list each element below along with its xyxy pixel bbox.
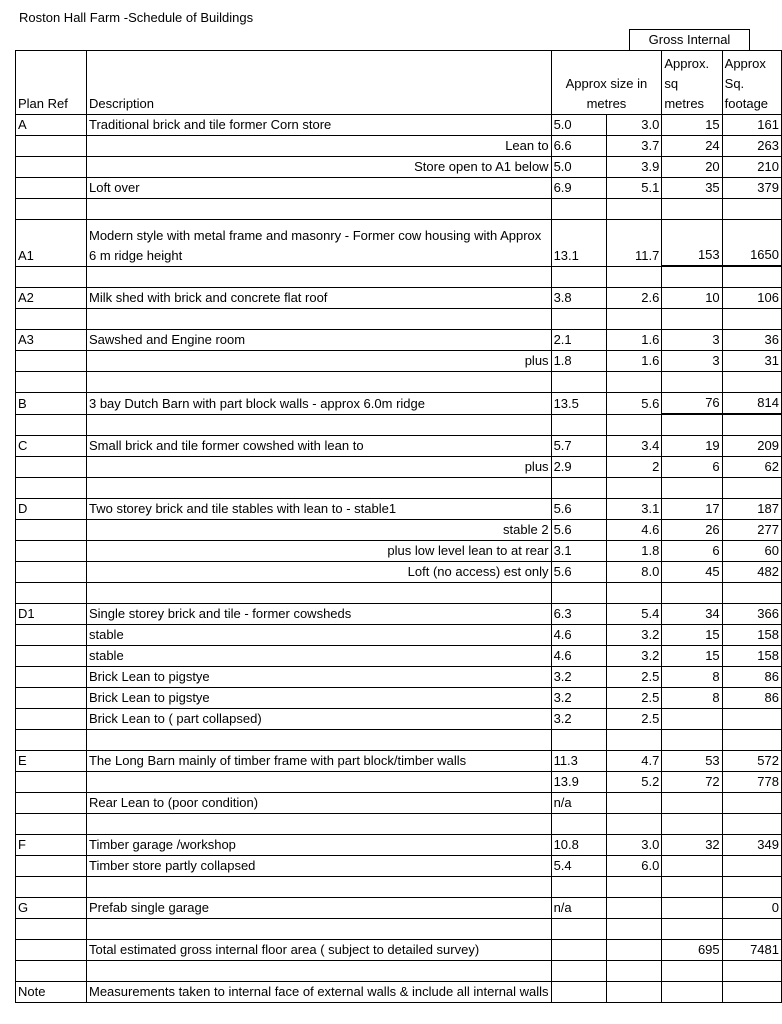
sq-metres-cell: 17 [662, 499, 722, 520]
empty-cell [86, 730, 551, 751]
sq-footage-cell: 482 [722, 562, 781, 583]
length-cell: 6.6 [551, 136, 606, 157]
table-row [16, 115, 782, 136]
empty-cell [722, 478, 781, 499]
empty-cell [86, 877, 551, 898]
table-row [16, 982, 782, 1003]
empty-cell [662, 309, 722, 330]
sq-metres-cell: 3 [662, 330, 722, 351]
width-cell: 5.1 [606, 178, 661, 199]
empty-cell [662, 877, 722, 898]
sq-footage-cell: 349 [722, 835, 781, 856]
table-row [16, 856, 782, 877]
width-cell: 2.6 [606, 288, 661, 309]
header-sq-footage: Approx Sq. footage [722, 51, 781, 115]
blank-row [16, 266, 782, 288]
plan-ref-cell: E [16, 751, 87, 772]
empty-cell [86, 919, 551, 940]
description-cell: Measurements taken to internal face of external walls & include all internal walls [86, 982, 551, 1003]
empty-cell [606, 478, 661, 499]
empty-cell [551, 478, 606, 499]
description-cell: Single storey brick and tile - former cowsheds [86, 604, 551, 625]
empty-cell [606, 372, 661, 393]
plan-ref-cell: F [16, 835, 87, 856]
empty-cell [662, 372, 722, 393]
table-row [16, 646, 782, 667]
empty-cell [16, 877, 87, 898]
sq-footage-cell: 7481 [722, 940, 781, 961]
blank-row [16, 877, 782, 898]
table-row [16, 751, 782, 772]
empty-cell [606, 730, 661, 751]
description-cell: Timber store partly collapsed [86, 856, 551, 877]
length-cell: 5.0 [551, 115, 606, 136]
empty-cell [16, 478, 87, 499]
sq-footage-cell: 263 [722, 136, 781, 157]
plan-ref-cell: A [16, 115, 87, 136]
sq-metres-cell: 19 [662, 436, 722, 457]
length-cell: 3.2 [551, 667, 606, 688]
width-cell [606, 940, 661, 961]
sq-footage-cell: 36 [722, 330, 781, 351]
sq-metres-cell: 53 [662, 751, 722, 772]
width-cell: 11.7 [606, 220, 661, 267]
sq-footage-cell: 366 [722, 604, 781, 625]
table-row [16, 562, 782, 583]
empty-cell [86, 414, 551, 436]
sq-footage-cell: 158 [722, 625, 781, 646]
description-cell: stable [86, 625, 551, 646]
empty-cell [551, 919, 606, 940]
plan-ref-cell: C [16, 436, 87, 457]
description-cell: Store open to A1 below [86, 157, 551, 178]
description-cell: Brick Lean to ( part collapsed) [86, 709, 551, 730]
empty-cell [86, 372, 551, 393]
sq-footage-cell [722, 856, 781, 877]
empty-cell [86, 961, 551, 982]
width-cell: 3.0 [606, 835, 661, 856]
sq-footage-cell: 0 [722, 898, 781, 919]
page-title: Roston Hall Farm -Schedule of Buildings [19, 10, 254, 25]
width-cell: 2.5 [606, 709, 661, 730]
empty-cell [606, 414, 661, 436]
length-cell: 10.8 [551, 835, 606, 856]
length-cell: 11.3 [551, 751, 606, 772]
blank-row [16, 199, 782, 220]
blank-row [16, 478, 782, 499]
plan-ref-cell [16, 351, 87, 372]
length-cell: 5.7 [551, 436, 606, 457]
width-cell [606, 982, 661, 1003]
length-cell: 4.6 [551, 646, 606, 667]
blank-row [16, 583, 782, 604]
length-cell: 3.8 [551, 288, 606, 309]
description-cell: plus low level lean to at rear [86, 541, 551, 562]
empty-cell [662, 478, 722, 499]
sq-metres-cell: 34 [662, 604, 722, 625]
width-cell: 3.2 [606, 625, 661, 646]
width-cell: 5.6 [606, 393, 661, 415]
empty-cell [551, 583, 606, 604]
sq-metres-cell: 35 [662, 178, 722, 199]
sq-footage-cell: 62 [722, 457, 781, 478]
sq-footage-cell: 161 [722, 115, 781, 136]
table-row [16, 499, 782, 520]
table-row [16, 330, 782, 351]
width-cell: 1.8 [606, 541, 661, 562]
sq-footage-cell: 106 [722, 288, 781, 309]
empty-cell [662, 814, 722, 835]
description-cell: stable 2 [86, 520, 551, 541]
width-cell: 2.5 [606, 667, 661, 688]
sq-metres-cell: 15 [662, 646, 722, 667]
empty-cell [722, 919, 781, 940]
sq-footage-cell: 158 [722, 646, 781, 667]
table-row [16, 709, 782, 730]
empty-cell [662, 266, 722, 288]
width-cell: 4.7 [606, 751, 661, 772]
header-approx-size: Approx size in metres [551, 51, 662, 115]
width-cell: 2 [606, 457, 661, 478]
plan-ref-cell: A3 [16, 330, 87, 351]
length-cell [551, 940, 606, 961]
empty-cell [606, 583, 661, 604]
sq-metres-cell: 3 [662, 351, 722, 372]
width-cell: 2.5 [606, 688, 661, 709]
description-cell: Brick Lean to pigstye [86, 688, 551, 709]
empty-cell [551, 372, 606, 393]
sq-metres-cell: 8 [662, 688, 722, 709]
length-cell: 5.6 [551, 499, 606, 520]
sq-metres-cell: 26 [662, 520, 722, 541]
length-cell: 13.1 [551, 220, 606, 267]
empty-cell [16, 309, 87, 330]
table-row [16, 541, 782, 562]
plan-ref-cell [16, 178, 87, 199]
empty-cell [86, 478, 551, 499]
plan-ref-cell: D [16, 499, 87, 520]
length-cell: 5.0 [551, 157, 606, 178]
sq-footage-cell: 778 [722, 772, 781, 793]
plan-ref-cell [16, 136, 87, 157]
description-cell: Loft over [86, 178, 551, 199]
length-cell: 5.4 [551, 856, 606, 877]
empty-cell [551, 309, 606, 330]
sq-footage-cell: 60 [722, 541, 781, 562]
sq-metres-cell: 695 [662, 940, 722, 961]
empty-cell [16, 199, 87, 220]
empty-cell [722, 730, 781, 751]
sq-footage-cell: 572 [722, 751, 781, 772]
sq-footage-cell: 210 [722, 157, 781, 178]
table-row [16, 625, 782, 646]
empty-cell [606, 919, 661, 940]
plan-ref-cell [16, 520, 87, 541]
length-cell: 3.1 [551, 541, 606, 562]
sq-footage-cell: 187 [722, 499, 781, 520]
description-cell: Sawshed and Engine room [86, 330, 551, 351]
description-cell: plus [86, 351, 551, 372]
plan-ref-cell [16, 562, 87, 583]
empty-cell [722, 814, 781, 835]
description-cell: stable [86, 646, 551, 667]
header-plan-ref: Plan Ref [16, 51, 87, 115]
description-cell: Small brick and tile former cowshed with lean to [86, 436, 551, 457]
empty-cell [722, 877, 781, 898]
width-cell: 5.4 [606, 604, 661, 625]
empty-cell [16, 814, 87, 835]
empty-cell [606, 814, 661, 835]
plan-ref-cell: G [16, 898, 87, 919]
blank-row [16, 919, 782, 940]
length-cell: 5.6 [551, 520, 606, 541]
header-sq-metres: Approx. sq metres [662, 51, 722, 115]
width-cell: 1.6 [606, 330, 661, 351]
table-row [16, 288, 782, 309]
length-cell: 5.6 [551, 562, 606, 583]
blank-row [16, 309, 782, 330]
length-cell: 3.2 [551, 709, 606, 730]
empty-cell [86, 266, 551, 288]
length-cell: n/a [551, 793, 606, 814]
sq-metres-cell: 72 [662, 772, 722, 793]
blank-row [16, 730, 782, 751]
table-row [16, 157, 782, 178]
plan-ref-cell [16, 457, 87, 478]
empty-cell [722, 961, 781, 982]
gross-internal-header: Gross Internal [629, 29, 750, 50]
empty-cell [722, 583, 781, 604]
width-cell: 1.6 [606, 351, 661, 372]
sq-footage-cell: 31 [722, 351, 781, 372]
width-cell: 6.0 [606, 856, 661, 877]
empty-cell [551, 266, 606, 288]
blank-row [16, 414, 782, 436]
empty-cell [662, 414, 722, 436]
sq-footage-cell: 379 [722, 178, 781, 199]
plan-ref-cell: A2 [16, 288, 87, 309]
sq-metres-cell [662, 898, 722, 919]
sq-metres-cell [662, 793, 722, 814]
sq-footage-cell: 814 [722, 393, 781, 415]
empty-cell [551, 414, 606, 436]
width-cell: 4.6 [606, 520, 661, 541]
description-cell: Brick Lean to pigstye [86, 667, 551, 688]
description-cell: Timber garage /workshop [86, 835, 551, 856]
plan-ref-cell: A1 [16, 220, 87, 267]
empty-cell [16, 372, 87, 393]
empty-cell [551, 199, 606, 220]
table-row [16, 772, 782, 793]
table-row [16, 898, 782, 919]
plan-ref-cell: Note [16, 982, 87, 1003]
width-cell: 3.9 [606, 157, 661, 178]
table-row [16, 220, 782, 267]
sq-footage-cell: 86 [722, 667, 781, 688]
description-cell: Prefab single garage [86, 898, 551, 919]
empty-cell [86, 309, 551, 330]
empty-cell [606, 961, 661, 982]
sq-metres-cell: 24 [662, 136, 722, 157]
description-cell [86, 772, 551, 793]
empty-cell [16, 583, 87, 604]
table-row [16, 835, 782, 856]
plan-ref-cell [16, 940, 87, 961]
table-row [16, 940, 782, 961]
sq-metres-cell: 15 [662, 625, 722, 646]
empty-cell [662, 199, 722, 220]
table-row [16, 178, 782, 199]
table-row [16, 457, 782, 478]
blank-row [16, 814, 782, 835]
description-cell: Traditional brick and tile former Corn store [86, 115, 551, 136]
empty-cell [551, 961, 606, 982]
empty-cell [551, 730, 606, 751]
empty-cell [86, 814, 551, 835]
width-cell: 5.2 [606, 772, 661, 793]
sq-metres-cell [662, 982, 722, 1003]
description-cell: Total estimated gross internal floor area ( subject to detailed survey) [86, 940, 551, 961]
plan-ref-cell: D1 [16, 604, 87, 625]
blank-row [16, 372, 782, 393]
length-cell: 4.6 [551, 625, 606, 646]
plan-ref-cell [16, 856, 87, 877]
empty-cell [16, 266, 87, 288]
width-cell [606, 793, 661, 814]
plan-ref-cell [16, 772, 87, 793]
empty-cell [606, 199, 661, 220]
sq-metres-cell [662, 856, 722, 877]
sq-footage-cell: 277 [722, 520, 781, 541]
empty-cell [722, 266, 781, 288]
empty-cell [722, 414, 781, 436]
plan-ref-cell [16, 157, 87, 178]
length-cell: 2.9 [551, 457, 606, 478]
empty-cell [662, 961, 722, 982]
length-cell: 6.9 [551, 178, 606, 199]
length-cell: 6.3 [551, 604, 606, 625]
empty-cell [662, 583, 722, 604]
sq-metres-cell: 153 [662, 220, 722, 267]
description-cell: 3 bay Dutch Barn with part block walls - approx 6.0m ridge [86, 393, 551, 415]
sq-metres-cell: 6 [662, 457, 722, 478]
table-row [16, 436, 782, 457]
blank-row [16, 961, 782, 982]
description-cell: Loft (no access) est only [86, 562, 551, 583]
empty-cell [86, 199, 551, 220]
length-cell: 3.2 [551, 688, 606, 709]
sq-metres-cell: 6 [662, 541, 722, 562]
empty-cell [606, 266, 661, 288]
header-description: Description [86, 51, 551, 115]
table-row [16, 604, 782, 625]
length-cell: 13.9 [551, 772, 606, 793]
description-cell: Lean to [86, 136, 551, 157]
plan-ref-cell [16, 793, 87, 814]
table-row [16, 688, 782, 709]
sq-metres-cell: 45 [662, 562, 722, 583]
width-cell: 3.1 [606, 499, 661, 520]
sq-metres-cell: 32 [662, 835, 722, 856]
empty-cell [722, 309, 781, 330]
width-cell: 8.0 [606, 562, 661, 583]
length-cell [551, 982, 606, 1003]
length-cell: 13.5 [551, 393, 606, 415]
sq-metres-cell: 76 [662, 393, 722, 415]
length-cell: n/a [551, 898, 606, 919]
description-cell: Modern style with metal frame and masonry - Former cow housing with Approx 6 m ridge height [86, 220, 551, 267]
sq-footage-cell: 86 [722, 688, 781, 709]
plan-ref-cell [16, 541, 87, 562]
table-row [16, 351, 782, 372]
plan-ref-cell [16, 688, 87, 709]
width-cell: 3.2 [606, 646, 661, 667]
empty-cell [551, 814, 606, 835]
plan-ref-cell [16, 709, 87, 730]
plan-ref-cell [16, 667, 87, 688]
sq-metres-cell: 10 [662, 288, 722, 309]
empty-cell [662, 730, 722, 751]
sq-footage-cell: 1650 [722, 220, 781, 267]
sq-metres-cell [662, 709, 722, 730]
description-cell: Milk shed with brick and concrete flat roof [86, 288, 551, 309]
description-cell: Two storey brick and tile stables with lean to - stable1 [86, 499, 551, 520]
sq-footage-cell [722, 982, 781, 1003]
width-cell: 3.0 [606, 115, 661, 136]
empty-cell [722, 199, 781, 220]
sq-metres-cell: 15 [662, 115, 722, 136]
description-cell: Rear Lean to (poor condition) [86, 793, 551, 814]
empty-cell [16, 961, 87, 982]
sq-metres-cell: 8 [662, 667, 722, 688]
sq-footage-cell: 209 [722, 436, 781, 457]
plan-ref-cell: B [16, 393, 87, 415]
sq-footage-cell [722, 709, 781, 730]
schedule-body [16, 115, 782, 1003]
plan-ref-cell [16, 625, 87, 646]
empty-cell [16, 730, 87, 751]
table-row [16, 393, 782, 415]
width-cell [606, 898, 661, 919]
empty-cell [551, 877, 606, 898]
empty-cell [722, 372, 781, 393]
schedule-table [15, 50, 782, 1003]
plan-ref-cell [16, 646, 87, 667]
empty-cell [606, 309, 661, 330]
empty-cell [606, 877, 661, 898]
empty-cell [16, 919, 87, 940]
table-row [16, 136, 782, 157]
sq-metres-cell: 20 [662, 157, 722, 178]
empty-cell [662, 919, 722, 940]
description-cell: plus [86, 457, 551, 478]
width-cell: 3.7 [606, 136, 661, 157]
length-cell: 2.1 [551, 330, 606, 351]
length-cell: 1.8 [551, 351, 606, 372]
table-row [16, 667, 782, 688]
sq-footage-cell [722, 793, 781, 814]
header-row [16, 51, 782, 115]
width-cell: 3.4 [606, 436, 661, 457]
empty-cell [16, 414, 87, 436]
description-cell: The Long Barn mainly of timber frame with part block/timber walls [86, 751, 551, 772]
table-row [16, 520, 782, 541]
table-row [16, 793, 782, 814]
empty-cell [86, 583, 551, 604]
